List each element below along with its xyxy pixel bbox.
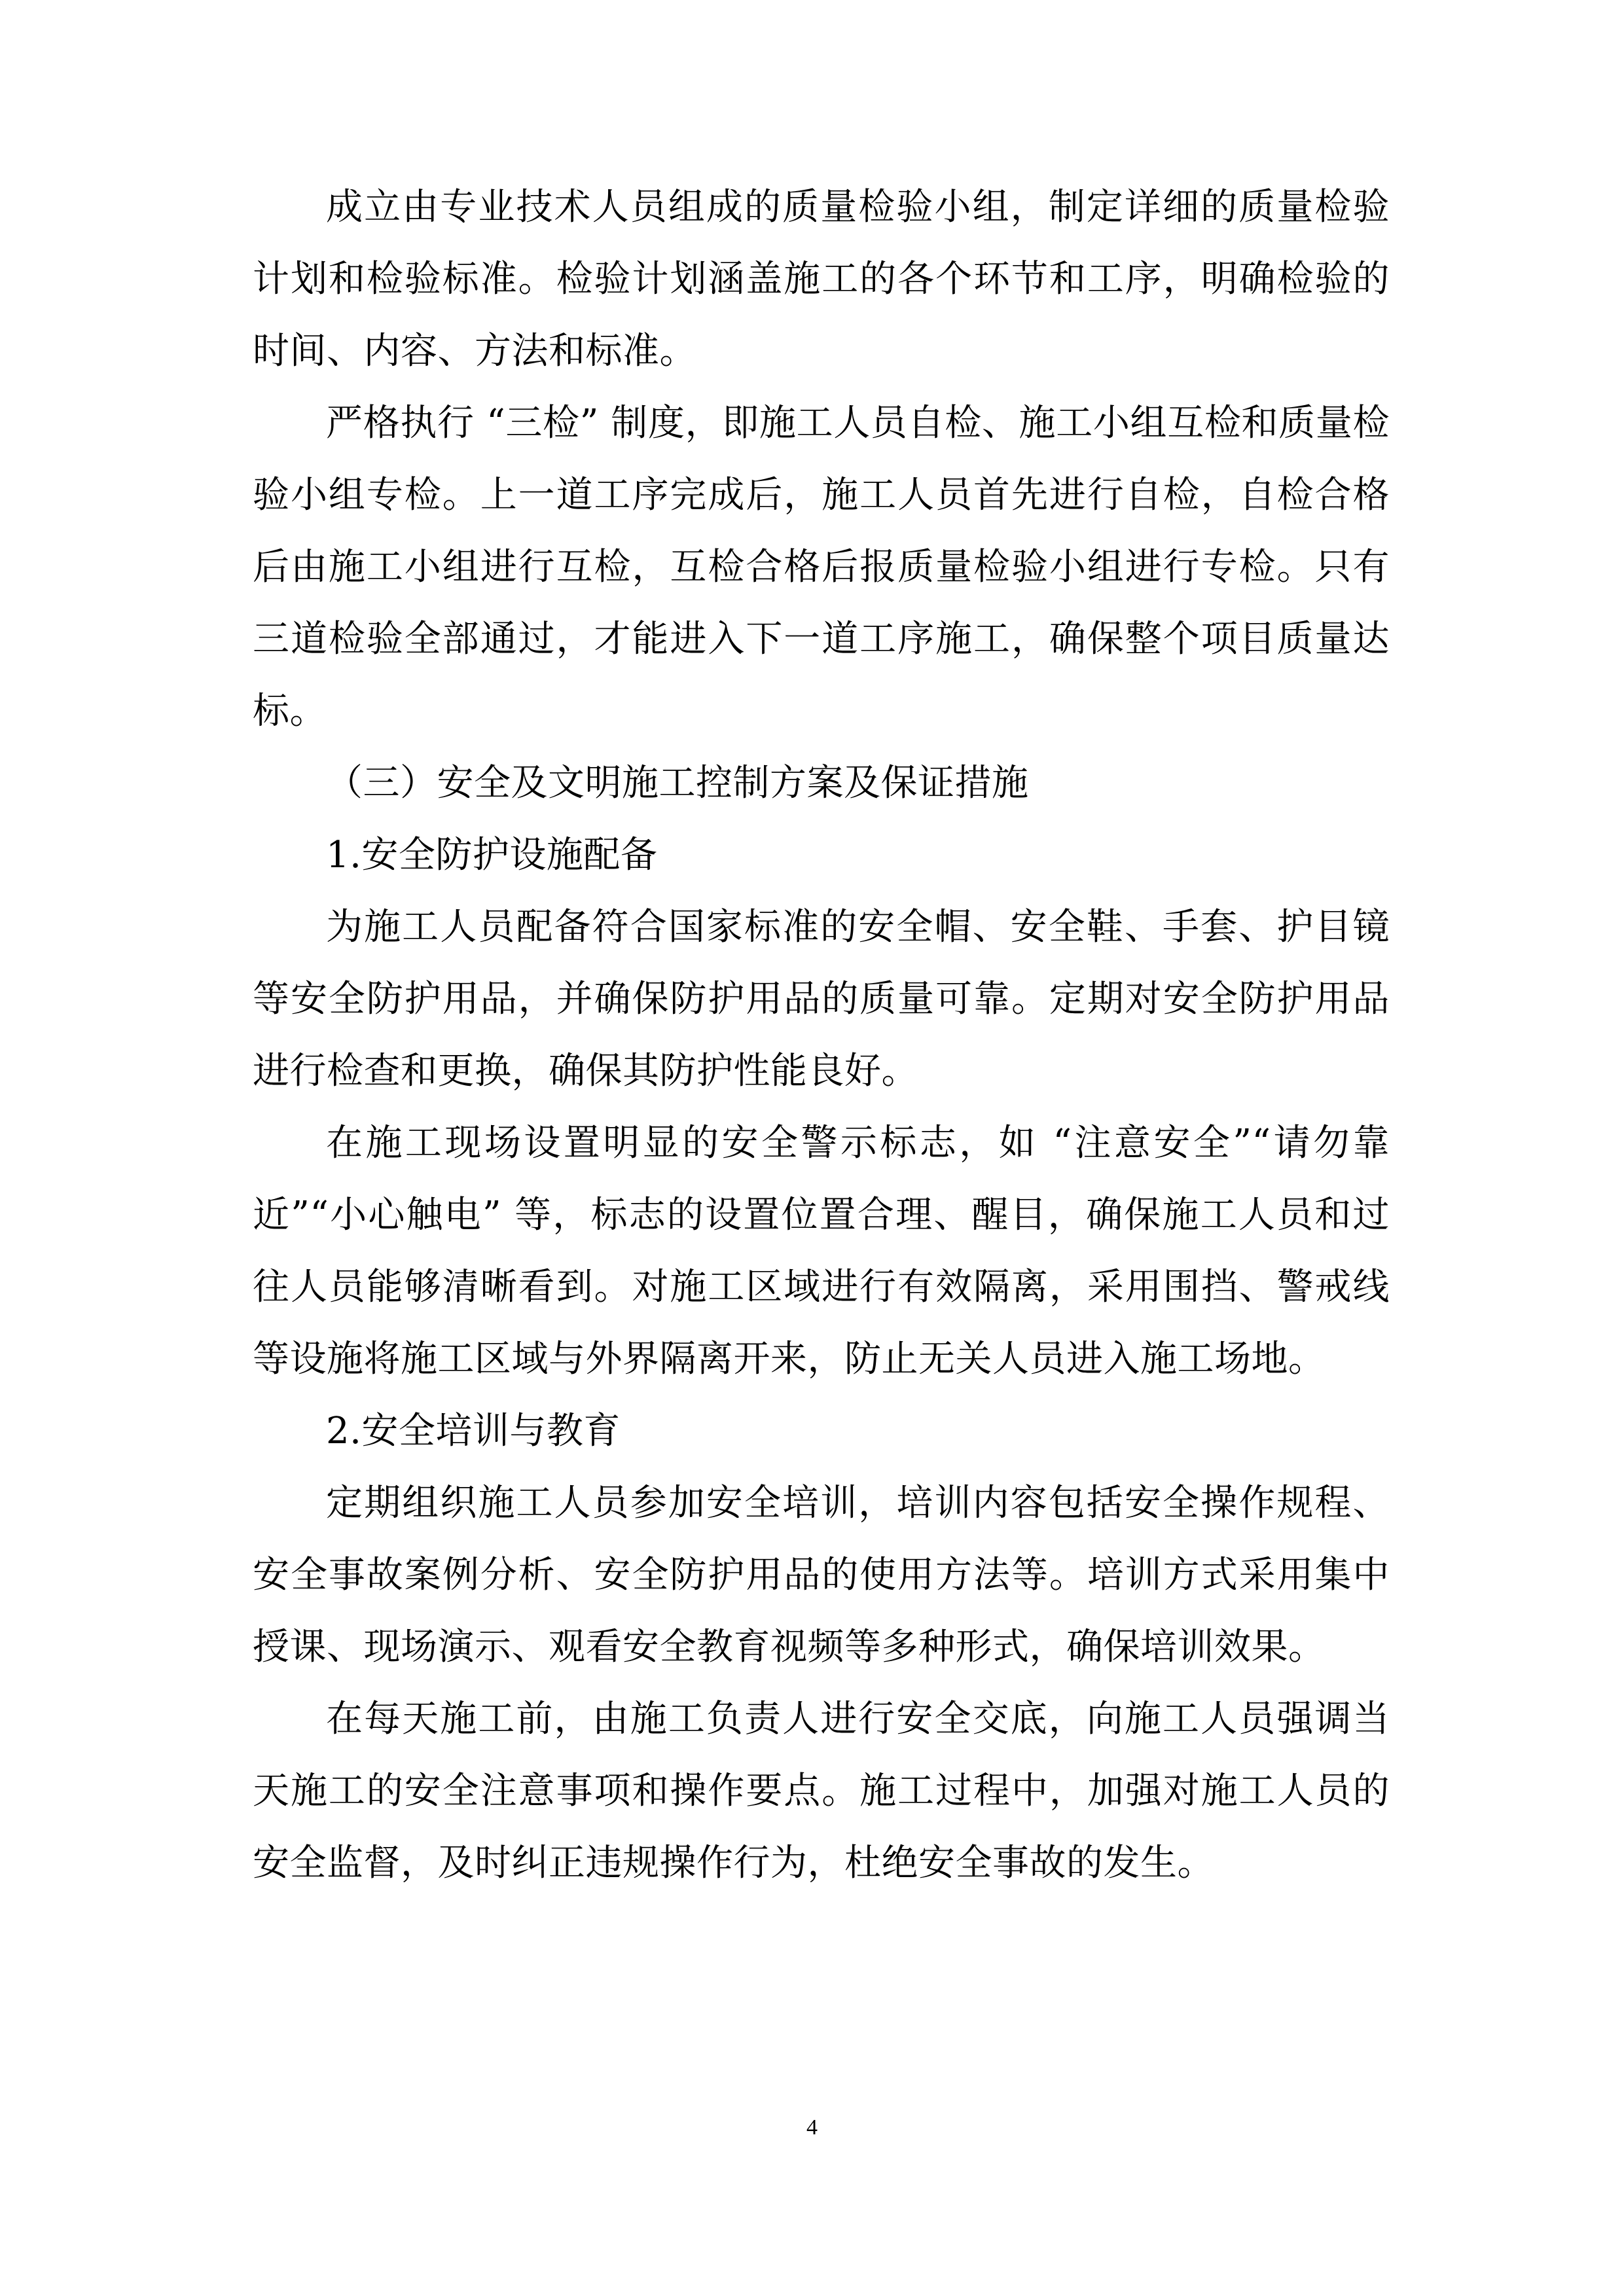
document-body <box>253 171 1390 1899</box>
section-heading-safety: （三）安全及文明施工控制方案及保证措施 <box>326 762 1029 804</box>
page-number: 4 <box>806 2115 818 2140</box>
subheading-protection-equipment: 1.安全防护设施配备 <box>326 834 658 876</box>
paragraph-daily-briefing: 在每天施工前，由施工负责人进行安全交底，向施工人员强调当天施工的安全注意事项和操作要点。施工过程中，加强对施工人员的安全监督，及时纠正违规操作行为，杜绝安全事故的发生。 <box>253 1698 1390 1884</box>
paragraph-training-content: 定期组织施工人员参加安全培训，培训内容包括安全操作规程、安全事故案例分析、安全防护用品的使用方法等。培训方式采用集中授课、现场演示、观看安全教育视频等多种形式，确保培训效果。 <box>253 1482 1390 1668</box>
subheading-safety-training: 2.安全培训与教育 <box>326 1410 621 1452</box>
paragraph-protective-gear: 为施工人员配备符合国家标准的安全帽、安全鞋、手套、护目镜等安全防护用品，并确保防护用品的质量可靠。定期对安全防护用品进行检查和更换，确保其防护性能良好。 <box>253 906 1390 1092</box>
paragraph-three-checks: 严格执行 “三检” 制度，即施工人员自检、施工小组互检和质量检验小组专检。上一道工序完成后，施工人员首先进行自检，自检合格后由施工小组进行互检，互检合格后报质量检验小组进行专检。只有三道检验全部通过，才能进入下一道工序施工，确保整个项目质量达标。 <box>253 402 1390 732</box>
paragraph-warning-signs: 在施工现场设置明显的安全警示标志，如 “注意安全”“请勿靠近”“小心触电” 等，标志的设置位置合理、醒目，确保施工人员和过往人员能够清晰看到。对施工区域进行有效隔离，采用围挡、警戒线等设施将施工区域与外界隔离开来，防止无关人员进入施工场地。 <box>253 1122 1390 1380</box>
paragraph-quality-team: 成立由专业技术人员组成的质量检验小组，制定详细的质量检验计划和检验标准。检验计划涵盖施工的各个环节和工序，明确检验的时间、内容、方法和标准。 <box>253 186 1390 372</box>
